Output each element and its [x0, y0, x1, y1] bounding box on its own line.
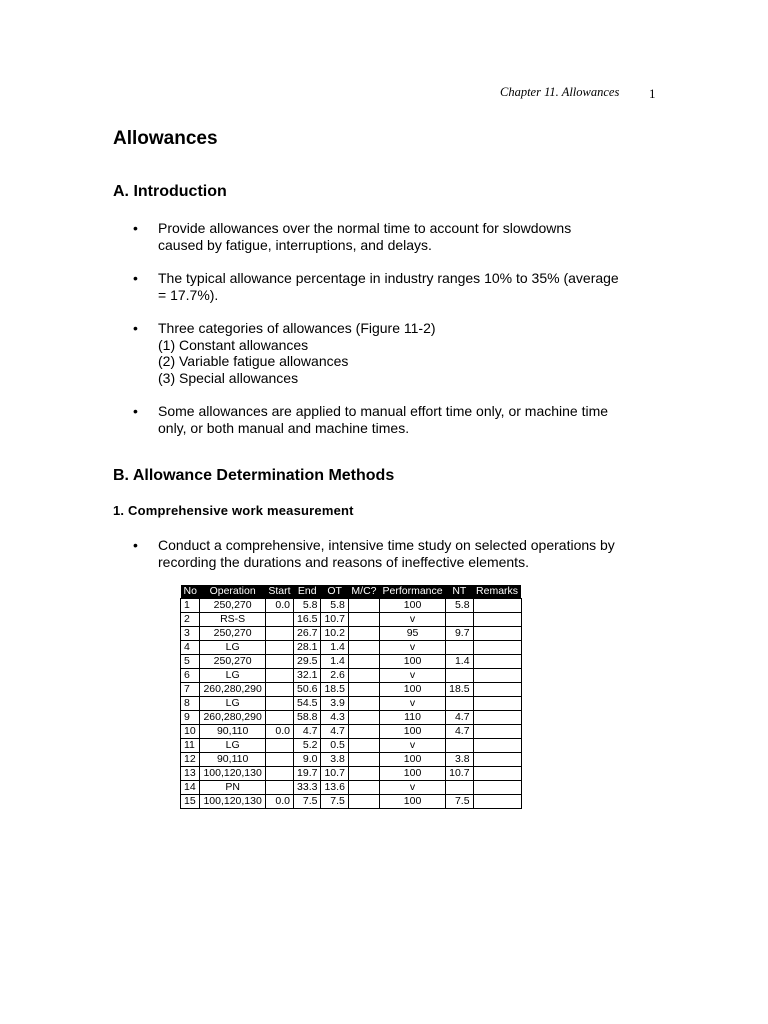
cell-end: 29.5 [294, 655, 321, 669]
cell-nt: 4.7 [446, 725, 473, 739]
cell-operation: LG [200, 739, 265, 753]
col-header-performance: Performance [380, 585, 446, 599]
cell-remarks [473, 795, 521, 809]
cell-ot: 1.4 [321, 655, 348, 669]
cell-ot: 13.6 [321, 781, 348, 795]
cell-operation: LG [200, 697, 265, 711]
cell-end: 54.5 [294, 697, 321, 711]
cell-remarks [473, 739, 521, 753]
cell-remarks [473, 697, 521, 711]
cell-nt: 18.5 [446, 683, 473, 697]
cell-no: 8 [181, 697, 200, 711]
col-header-remarks: Remarks [473, 585, 521, 599]
cell-operation: 90,110 [200, 725, 265, 739]
subsection-heading: 1. Comprehensive work measurement [113, 503, 354, 518]
col-header-start: Start [265, 585, 293, 599]
cell-start: 0.0 [265, 725, 293, 739]
cell-start [265, 669, 293, 683]
text-line: caused by fatigue, interruptions, and delays. [158, 236, 432, 253]
cell-mc [348, 739, 379, 753]
table-row [181, 711, 522, 725]
cell-ot: 10.7 [321, 613, 348, 627]
cell-mc [348, 697, 379, 711]
cell-mc [348, 781, 379, 795]
text-line: (2) Variable fatigue allowances [158, 353, 349, 369]
cell-performance: 100 [380, 655, 446, 669]
cell-ot: 7.5 [321, 795, 348, 809]
cell-remarks [473, 613, 521, 627]
cell-end: 5.8 [294, 599, 321, 613]
cell-ot: 4.7 [321, 725, 348, 739]
cell-operation: 90,110 [200, 753, 265, 767]
cell-nt [446, 613, 473, 627]
cell-nt: 4.7 [446, 711, 473, 725]
cell-nt: 7.5 [446, 795, 473, 809]
col-header-nt: NT [446, 585, 473, 599]
cell-mc [348, 613, 379, 627]
table-row [181, 725, 522, 739]
cell-end: 4.7 [294, 725, 321, 739]
cell-remarks [473, 781, 521, 795]
cell-start [265, 767, 293, 781]
running-header: Chapter 11. Allowances [500, 85, 620, 99]
cell-no: 9 [181, 711, 200, 725]
cell-ot: 2.6 [321, 669, 348, 683]
cell-operation: 260,280,290 [200, 683, 265, 697]
cell-remarks [473, 627, 521, 641]
cell-start [265, 641, 293, 655]
cell-remarks [473, 725, 521, 739]
cell-ot: 18.5 [321, 683, 348, 697]
cell-no: 12 [181, 753, 200, 767]
col-header-mc: M/C? [348, 585, 379, 599]
cell-no: 7 [181, 683, 200, 697]
cell-performance: 100 [380, 795, 446, 809]
bullet-icon: • [133, 320, 138, 336]
cell-performance: 100 [380, 725, 446, 739]
table-row [181, 655, 522, 669]
cell-operation: LG [200, 641, 265, 655]
cell-nt [446, 781, 473, 795]
cell-ot: 1.4 [321, 641, 348, 655]
cell-operation: 250,270 [200, 627, 265, 641]
cell-mc [348, 767, 379, 781]
cell-nt: 5.8 [446, 599, 473, 613]
cell-start [265, 781, 293, 795]
cell-end: 7.5 [294, 795, 321, 809]
cell-end: 16.5 [294, 613, 321, 627]
table-row [181, 739, 522, 753]
table-body [181, 599, 522, 809]
cell-nt: 10.7 [446, 767, 473, 781]
table-header-row [181, 585, 522, 599]
text-line: recording the durations and reasons of ineffective elements. [158, 553, 529, 570]
cell-mc [348, 641, 379, 655]
cell-mc [348, 725, 379, 739]
bullet-icon: • [133, 537, 138, 553]
table-row [181, 795, 522, 809]
cell-remarks [473, 669, 521, 683]
cell-end: 26.7 [294, 627, 321, 641]
cell-mc [348, 599, 379, 613]
bullet-text [158, 320, 668, 386]
cell-operation: 250,270 [200, 599, 265, 613]
cell-remarks [473, 767, 521, 781]
cell-mc [348, 627, 379, 641]
cell-mc [348, 683, 379, 697]
cell-start [265, 683, 293, 697]
cell-performance: 100 [380, 599, 446, 613]
cell-nt [446, 697, 473, 711]
cell-performance: 110 [380, 711, 446, 725]
cell-no: 3 [181, 627, 200, 641]
cell-nt: 3.8 [446, 753, 473, 767]
cell-start [265, 697, 293, 711]
cell-performance: 95 [380, 627, 446, 641]
cell-nt [446, 739, 473, 753]
cell-start [265, 627, 293, 641]
cell-no: 5 [181, 655, 200, 669]
bullet-text [158, 270, 668, 303]
cell-end: 50.6 [294, 683, 321, 697]
text-line: Three categories of allowances (Figure 11-2) [158, 320, 436, 336]
table-row [181, 697, 522, 711]
cell-start [265, 739, 293, 753]
text-line: only, or both manual and machine times. [158, 419, 410, 436]
cell-ot: 10.7 [321, 767, 348, 781]
cell-end: 32.1 [294, 669, 321, 683]
cell-performance: 100 [380, 767, 446, 781]
section-a-heading: A. Introduction [113, 183, 227, 200]
table-row [181, 613, 522, 627]
col-header-end: End [294, 585, 321, 599]
col-header-no: No [181, 585, 200, 599]
cell-ot: 10.2 [321, 627, 348, 641]
cell-ot: 4.3 [321, 711, 348, 725]
cell-performance: 100 [380, 683, 446, 697]
cell-mc [348, 753, 379, 767]
cell-performance: v [380, 613, 446, 627]
cell-remarks [473, 753, 521, 767]
table-row [181, 767, 522, 781]
cell-operation: 250,270 [200, 655, 265, 669]
cell-performance: 100 [380, 753, 446, 767]
cell-no: 1 [181, 599, 200, 613]
cell-start [265, 655, 293, 669]
cell-performance: v [380, 641, 446, 655]
cell-operation: 100,120,130 [200, 795, 265, 809]
cell-no: 11 [181, 739, 200, 753]
cell-operation: PN [200, 781, 265, 795]
cell-remarks [473, 599, 521, 613]
cell-start: 0.0 [265, 795, 293, 809]
cell-start [265, 711, 293, 725]
cell-end: 19.7 [294, 767, 321, 781]
cell-nt: 9.7 [446, 627, 473, 641]
text-line: Some allowances are applied to manual effort time only, or machine time [158, 403, 609, 419]
col-header-ot: OT [321, 585, 348, 599]
text-line: Conduct a comprehensive, intensive time study on selected operations by [158, 537, 615, 553]
cell-operation: 100,120,130 [200, 767, 265, 781]
table-row [181, 641, 522, 655]
bullet-text [158, 220, 668, 253]
cell-start [265, 613, 293, 627]
bullet-icon: • [133, 220, 138, 236]
table-row [181, 627, 522, 641]
cell-start [265, 753, 293, 767]
cell-no: 4 [181, 641, 200, 655]
cell-end: 5.2 [294, 739, 321, 753]
bullet-text [158, 537, 668, 570]
cell-nt [446, 669, 473, 683]
cell-ot: 3.8 [321, 753, 348, 767]
page-number: 1 [649, 86, 656, 101]
cell-remarks [473, 711, 521, 725]
cell-performance: v [380, 697, 446, 711]
cell-mc [348, 655, 379, 669]
table-row [181, 753, 522, 767]
cell-end: 9.0 [294, 753, 321, 767]
text-line: (3) Special allowances [158, 369, 299, 386]
cell-operation: LG [200, 669, 265, 683]
cell-end: 58.8 [294, 711, 321, 725]
text-line: = 17.7%). [158, 286, 219, 303]
cell-end: 28.1 [294, 641, 321, 655]
bullet-icon: • [133, 270, 138, 286]
cell-mc [348, 795, 379, 809]
bullet-text [158, 403, 668, 436]
cell-no: 6 [181, 669, 200, 683]
cell-remarks [473, 683, 521, 697]
cell-mc [348, 711, 379, 725]
cell-performance: v [380, 669, 446, 683]
cell-start: 0.0 [265, 599, 293, 613]
time-study-table [180, 585, 522, 809]
table-row [181, 599, 522, 613]
table-row [181, 781, 522, 795]
cell-performance: v [380, 739, 446, 753]
cell-end: 33.3 [294, 781, 321, 795]
section-b-heading: B. Allowance Determination Methods [113, 467, 395, 484]
cell-no: 14 [181, 781, 200, 795]
col-header-operation: Operation [200, 585, 265, 599]
cell-operation: 260,280,290 [200, 711, 265, 725]
cell-no: 10 [181, 725, 200, 739]
cell-performance: v [380, 781, 446, 795]
cell-no: 13 [181, 767, 200, 781]
cell-no: 2 [181, 613, 200, 627]
cell-operation: RS-S [200, 613, 265, 627]
page-title: Allowances [113, 128, 218, 149]
table-row [181, 669, 522, 683]
cell-no: 15 [181, 795, 200, 809]
cell-nt: 1.4 [446, 655, 473, 669]
cell-remarks [473, 641, 521, 655]
text-line: (1) Constant allowances [158, 336, 309, 353]
text-line: The typical allowance percentage in industry ranges 10% to 35% (average [158, 270, 619, 286]
cell-nt [446, 641, 473, 655]
cell-ot: 5.8 [321, 599, 348, 613]
table-row [181, 683, 522, 697]
cell-ot: 0.5 [321, 739, 348, 753]
bullet-icon: • [133, 403, 138, 419]
cell-remarks [473, 655, 521, 669]
cell-mc [348, 669, 379, 683]
cell-ot: 3.9 [321, 697, 348, 711]
text-line: Provide allowances over the normal time to account for slowdowns [158, 220, 572, 236]
